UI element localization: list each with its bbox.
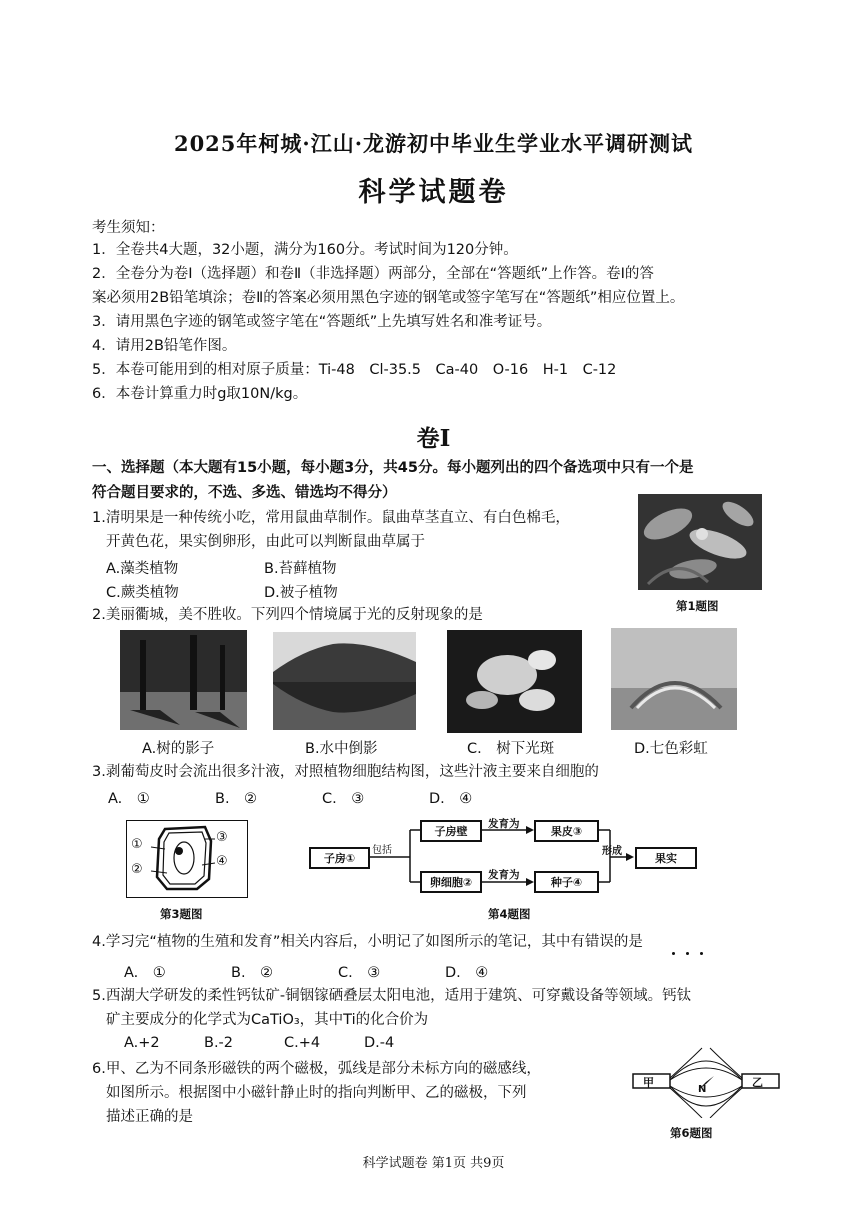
q3-stem: 3.剥葡萄皮时会流出很多汁液，对照植物细胞结构图，这些汁液主要来自细胞的	[92, 764, 599, 780]
q2-option-c: C. 树下光斑	[467, 741, 555, 757]
q3-label-1: ①	[131, 837, 143, 852]
q4-option-b: B. ②	[231, 965, 274, 981]
notice-item: 5．本卷可能用到的相对原子质量：Ti-48 Cl-35.5 Ca-40 O-16 H-1 C-12	[92, 362, 617, 378]
q4-edge-develop: 发育为	[488, 818, 520, 830]
notice-item: 4．请用2B铅笔作图。	[92, 338, 237, 354]
q2-option-b: B.水中倒影	[305, 741, 378, 757]
q5-option-b: B.-2	[204, 1035, 234, 1051]
page-footer: 科学试题卷 第1页 共9页	[362, 1156, 505, 1171]
q5-option-c: C.+4	[284, 1035, 321, 1051]
q6-needle-label: N	[698, 1084, 707, 1095]
q3-caption: 第3题图	[160, 907, 203, 921]
q3-label-4: ④	[216, 854, 228, 869]
section-instructions: 一、选择题（本大题有15小题，每小题3分，共45分。每小题列出的四个备选项中只有一个是	[92, 460, 694, 476]
q4-node-fruit: 果实	[635, 847, 697, 869]
q1-option-a: A.藻类植物	[106, 561, 179, 577]
q1-option-b: B.苔藓植物	[264, 561, 337, 577]
q6-pole-a-label: 甲	[643, 1076, 654, 1089]
q3-option-a: A. ①	[108, 791, 150, 807]
q6-magnet-diagram	[632, 1046, 780, 1118]
q1-stem: 1.清明果是一种传统小吃，常用鼠曲草制作。鼠曲草茎直立、有白色棉毛，	[92, 510, 570, 526]
q1-plant-photo	[638, 494, 762, 590]
q4-option-a: A. ①	[124, 965, 166, 981]
q4-option-c: C. ③	[338, 965, 381, 981]
emphasis-dot	[700, 952, 703, 955]
q3-label-2: ②	[131, 862, 143, 877]
q2-rainbow-photo	[611, 628, 737, 730]
q4-node-egg-cell: 卵细胞②	[420, 871, 482, 893]
q4-caption: 第4题图	[488, 907, 531, 921]
q2-option-d: D.七色彩虹	[634, 741, 708, 757]
q1-option-c: C.蕨类植物	[106, 585, 179, 601]
q4-node-ovary: 子房①	[309, 847, 370, 869]
q6-stem: 6.甲、乙为不同条形磁铁的两个磁极，弧线是部分未标方向的磁感线，	[92, 1061, 541, 1077]
notice-item: 1．全卷共4大题，32小题，满分为160分。考试时间为120分钟。	[92, 242, 518, 258]
q3-option-c: C. ③	[322, 791, 365, 807]
q6-stem: 描述正确的是	[106, 1109, 193, 1125]
emphasis-dot	[686, 952, 689, 955]
q3-cell-diagram	[126, 820, 248, 898]
notice-item: 2．全卷分为卷Ⅰ（选择题）和卷Ⅱ（非选择题）两部分，全部在“答题纸”上作答。卷Ⅰ的答	[92, 266, 654, 282]
q1-stem: 开黄色花，果实倒卵形，由此可以判断鼠曲草属于	[106, 534, 425, 550]
notice-heading: 考生须知：	[92, 220, 165, 236]
q4-stem: 4.学习完“植物的生殖和发育”相关内容后，小明记了如图所示的笔记，其中有错误的是	[92, 934, 643, 950]
exam-title: 2025年柯城·江山·龙游初中毕业生学业水平调研测试	[173, 131, 694, 156]
q5-option-d: D.-4	[364, 1035, 395, 1051]
q5-stem: 矿主要成分的化学式为CaTiO₃，其中Ti的化合价为	[106, 1012, 429, 1028]
q2-stem: 2.美丽衢城，美不胜收。下列四个情境属于光的反射现象的是	[92, 607, 483, 623]
section-title: 卷Ⅰ	[416, 425, 451, 452]
q2-reflection-photo	[273, 632, 416, 730]
section-instructions: 符合题目要求的，不选、多选、错选均不得分）	[92, 485, 397, 501]
q4-node-ovary-wall: 子房壁	[420, 820, 482, 842]
q4-edge-develop: 发育为	[488, 869, 520, 881]
q4-node-peel: 果皮③	[534, 820, 599, 842]
notice-item: 6．本卷计算重力时g取10N/kg。	[92, 386, 308, 402]
q4-edge-form: 形成	[602, 846, 622, 857]
notice-item: 案必须用2B铅笔填涂；卷Ⅱ的答案必须用黑色字迹的钢笔或签字笔写在“答题纸”相应位置上。	[92, 290, 685, 306]
exam-subtitle: 科学试题卷	[358, 177, 509, 208]
q2-tree-shadow-photo	[120, 630, 247, 730]
q4-edge-include: 包括	[372, 845, 392, 856]
q6-pole-b-label: 乙	[752, 1076, 763, 1089]
q1-option-d: D.被子植物	[264, 585, 338, 601]
q6-caption: 第6题图	[670, 1126, 713, 1140]
q2-light-spots-photo	[447, 630, 582, 733]
q5-stem: 5.西湖大学研发的柔性钙钛矿-铜铟镓硒叠层太阳电池，适用于建筑、可穿戴设备等领域。钙钛	[92, 988, 692, 1004]
q3-label-3: ③	[216, 830, 228, 845]
q3-option-b: B. ②	[215, 791, 258, 807]
q6-stem: 如图所示。根据图中小磁针静止时的指向判断甲、乙的磁极，下列	[106, 1085, 527, 1101]
q4-option-d: D. ④	[445, 965, 489, 981]
q4-node-seed: 种子④	[534, 871, 599, 893]
q2-option-a: A.树的影子	[142, 741, 215, 757]
emphasis-dot	[672, 952, 675, 955]
q1-caption: 第1题图	[676, 599, 719, 613]
q5-option-a: A.+2	[124, 1035, 160, 1051]
notice-item: 3．请用黑色字迹的钢笔或签字笔在“答题纸”上先填写姓名和准考证号。	[92, 314, 552, 330]
q3-option-d: D. ④	[429, 791, 473, 807]
